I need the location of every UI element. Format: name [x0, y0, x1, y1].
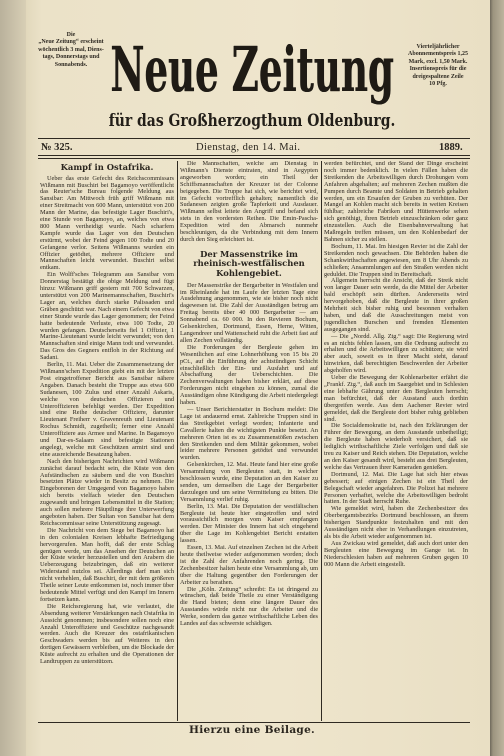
note-line: Sonnabends. [54, 61, 88, 68]
article-paragraph: Berlin, 11. Mai. Ueber die Zusammensetzung der Wißmann'schen Expedition giebt ein mit der letzten Post eingetroffener Bericht aus Sansibar nähere Angaben. Danach besteht die Truppe aus etwa 600 Sudanesen, 100 Zulus und einer Anzahl Askaris, welche von deutschen Offizieren und Unteroffizieren befehligt werden. Der Expedition sind eine Reihe deutscher Offiziere, darunter Lieutenant Freiherr v. Gravenreuth und Lieutenant Rochus Schmidt, zugetheilt; ferner eine Anzahl Unteroffiziere aus Armee und Marine. In Bagamoyo und Dar-es-Salaam sind befestigte Stationen angelegt, welche mit Geschützen armirt sind und eine ausreichende Besatzung haben. [40, 361, 174, 458]
note-line: „Neue Zeitung“ erscheint [38, 39, 104, 46]
column-rule [321, 161, 322, 721]
column-rule [177, 161, 178, 721]
dateline-rule [38, 155, 470, 156]
article-paragraph: Die Nachricht von dem Siege bei Bagamoyo hat in den colonialen Kreisen lebhafte Befriedigung hervorgerufen. Man hofft, daß der erste Schlag genügen werde, um das Ansehen der Deutschen an der Küste wieder herzustellen und den Arabern die Ueberzeugung beizubringen, daß ein weiterer Widerstand nutzlos sei. Allerdings darf man sich nicht verhehlen, daß Buschiri, der mit dem größeren Theile seiner Leute entkommen ist, noch immer über bedeutende Mittel verfügt und den Kampf im Innern fortsetzen kann. [40, 526, 174, 603]
article-paragraph: Ueber das erste Gefecht des Reichscommissars Wißmann mit Buschiri bei Bagamoyo veröffentlicht das Reuter'sche Bureau folgende Meldung aus Sansibar: Am Mittwoch früh griff Wißmann mit einer Streitmacht von 600 Mann, unterstützt von 200 Mann der Marine, das befestigte Lager Buschiri's, eine Stunde von Bagamoyo, an, welches von etwa 800 Mann vertheidigt wurde. Nach scharfem Kampfe wurde das Lager von den Deutschen erstürmt, wobei der Feind gegen 100 Todte und 20 Gefangene verlor. Seitens Wißmanns wurden ein Offizier getödtet, mehrere Offiziere und Mannschaften leicht verwundet. Buschiri selbst entkam. [40, 174, 174, 272]
masthead-rule [38, 138, 470, 139]
article-paragraph: Die „Köln. Zeitung“ schreibt: Es ist dringend zu wünschen, daß beide Theile zu einer Verständigung die Hand bieten; denn eine längere Dauer des Ausstandes würde nicht nur die Arbeiter und die Werke, sondern das ganze wirthschaftliche Leben des Landes auf das schwerste schädigen. [180, 585, 318, 628]
note-line: Insertionspreis für die [409, 66, 467, 73]
note-line: Abonnementspreis 1,25 [408, 51, 468, 58]
article-paragraph: Die Mannschaften, welche am Dienstag in Wißmann's Dienste eintraten, sind in Aegypten angeworben worden; ein Theil der Schiffsmannschaften der Kreuzer ist der Colonne beigegeben. Die Truppe hat sich, wie berichtet wird, im Gefecht vortrefflich gehalten; namentlich die Sudanesen zeigten große Tapferkeit und Ausdauer. Wißmann selbst leitete den Angriff und befand sich stets in den vordersten Reihen. Die Emin-Pascha-Expedition wird den Abmarsch nunmehr beschleunigen, da die Verbindung mit dem Innern durch den Sieg erleichtert ist. [180, 161, 318, 243]
article-paragraph: — Die „Nordd. Allg. Ztg.“ sagt: Die Regierung wird es an nichts fehlen lassen, um die Ordnung aufrecht zu erhalten und die Arbeitswilligen zu schützen; sie wird aber auch, soweit es in ihrer Macht steht, darauf hinwirken, daß berechtigten Beschwerden der Arbeiter abgeholfen wird. [324, 332, 468, 375]
article-paragraph: Bochum, 11. Mai. Im hiesigen Revier ist die Zahl der Streikenden noch gewachsen. Die Behörden haben die Schankwirthschaften angewiesen, um 8 Uhr Abends zu schließen; Ansammlungen auf den Straßen werden nicht geduldet. Die Truppen sind in Bereitschaft. [324, 242, 468, 278]
column-1 [40, 161, 174, 721]
dateline-rule [38, 158, 470, 159]
scan-right-edge [490, 0, 504, 756]
note-line: Vierteljährlicher [416, 44, 460, 50]
subscription-price-note [402, 44, 474, 88]
note-line: tags, Donnerstags und [42, 54, 100, 61]
supplement-notice: Hierzu eine Beilage. [188, 724, 316, 736]
article-paragraph: Wie gemeldet wird, haben die Zechenbesitzer des Oberbergamtsbezirks Dortmund beschlossen, an ihrem bisherigen Standpunkte festzuhalten und mit den Ausständigen nicht eher in Verhandlungen einzutreten, als bis die Arbeit wieder aufgenommen ist. [324, 505, 468, 540]
note-line: dreigespaltene Zeile [412, 73, 464, 80]
article-paragraph: Aus Zwickau wird gemeldet, daß auch dort unter den Bergleuten eine Bewegung im Gange ist. In Niederschlesien haben auf mehreren Gruben gegen 10 000 Mann die Arbeit eingestellt. [324, 539, 468, 568]
note-line: Die [66, 32, 76, 38]
column-2 [180, 161, 318, 721]
footer-rule [38, 722, 470, 723]
article-paragraph: Die Forderungen der Bergleute gehen im Wesentlichen auf eine Lohnerhöhung von 15 bis 20 pCt., auf die Einführung der achtstündigen Schicht einschließlich der Ein- und Ausfahrt und auf Abschaffung der Ueberschichten. Die Zechenverwaltungen haben bisher erklärt, auf diese Forderungen nicht eingehen zu können, zumal die Ausständigen ohne Kündigung die Arbeit niedergelegt haben. [180, 343, 318, 407]
article-paragraph: Ueber die Bewegung der Kohlenarbeiter erfährt die „Frankf. Ztg.“, daß auch im Saargebiet und in Schlesien eine lebhafte Gährung unter den Bergleuten herrscht; man befürchtet, daß der Ausstand auch dorthin übergreifen werde. Aus dem Aachener Revier wird gemeldet, daß die Bergleute dort bisher ruhig geblieben sind. [324, 374, 468, 423]
article-paragraph: Der Massenstrike der Bergarbeiter in Westfalen und im Rheinlande hat im Laufe der letzten Tage eine Ausdehnung angenommen, wie sie bisher noch nicht dagewesen ist. Die Zahl der Ausständigen betrug am Freitag bereits über 40 000 Bergarbeiter — am Sonnabend ca. 60 000. In den Revieren Bochum, Gelsenkirchen, Dortmund, Essen, Herne, Witten, Langendreer und Wattenscheid ruht die Arbeit fast auf allen Zechen vollständig. [180, 281, 318, 344]
article-paragraph: Essen, 13. Mai. Auf einzelnen Zechen ist die Arbeit heute theilweise wieder aufgenommen worden; doch ist die Zahl der Anfahrenden noch gering. Die Zechenbesitzer halten heute eine Versammlung ab, um über die Haltung gegenüber den Forderungen der Arbeiter zu berathen. [180, 544, 318, 586]
article-heading: Der Massenstrike im rheinisch-westfälischen Kohlengebiet. [193, 248, 305, 279]
article-paragraph: Allgemein herrscht die Ansicht, daß der Streik nicht von langer Dauer sein werde, da die Mittel der Arbeiter bald erschöpft sein dürften. Andererseits wird hervorgehoben, daß die Bergleute in ihrer großen Mehrheit sich bisher ruhig und besonnen verhalten haben, und daß die Ausschreitungen meist von jugendlichen Burschen und fremden Elementen ausgegangen sind. [324, 277, 468, 333]
article-paragraph: Ein Wolff'sches Telegramm aus Sansibar vom Donnerstag bestätigt die obige Meldung und fügt hinzu: Wißmann griff gestern mit 700 Schwarzen, unterstützt von 200 Marinemannschaften, Buschiri's Lager an, welches durch starke Palissaden und Gräben geschützt war. Nach einem Gefecht von etwa einer Stunde wurde das Lager genommen; der Feind hatte bedeutende Verluste, etwa 100 Todte, 20 wurden gefangen. Deutscherseits fiel 1 Offizier, 1 Marine-Lieutenant wurde leicht verwundet; von den Mannschaften sind einige Mann todt und verwundet. Das Gros des Gegners entfloh in der Richtung auf Sadani. [40, 271, 174, 362]
newspaper-title: Neue Zeitung [110, 33, 394, 106]
issue-number: № 325. [41, 142, 73, 153]
article-paragraph: Berlin, 13. Mai. Die Deputation der westfälischen Bergleute ist heute hier eingetroffen und wird voraussichtlich morgen vom Kaiser empfangen werden. Der Minister des Innern hat sich eingehend über die Lage im Kohlengebiet Bericht erstatten lassen. [180, 502, 318, 545]
column-3 [324, 161, 468, 721]
issue-year: 1889. [439, 142, 463, 153]
article-paragraph: Dortmund, 12. Mai. Die Lage hat sich hier etwas gebessert; auf einigen Zechen ist ein Theil der Belegschaft wieder angefahren. Die Polizei hat mehrere Personen verhaftet, welche die Arbeitswilligen bedroht hatten. In der Stadt herrscht Ruhe. [324, 470, 468, 506]
article-paragraph: werden befürchtet, und der Stand der Dinge erscheint noch immer bedenklich. In vielen Fällen haben die Streikenden die Arbeitswilligen durch Drohungen vom Anfahren abgehalten; auf mehreren Zechen mußten die Pumpen durch Beamte und Soldaten in Betrieb gehalten werden, um ein Ersaufen der Gruben zu verhüten. Der Mangel an Kohlen macht sich bereits in weiten Kreisen fühlbar; zahlreiche Fabriken und Hüttenwerke sehen sich genöthigt, ihren Betrieb einzuschränken oder ganz einzustellen. Auch die Eisenbahnverwaltung hat Maßregeln treffen müssen, um den Kohlenbedarf der Bahnen sicher zu stellen. [324, 161, 468, 243]
article-heading: Kampf in Ostafrika. [60, 162, 154, 172]
article-paragraph: Gelsenkirchen, 12. Mai. Heute fand hier eine große Versammlung von Bergleuten statt, in welcher beschlossen wurde, eine Deputation an den Kaiser zu senden, um demselben die Lage der Bergarbeiter darzulegen und um seine Vermittelung zu bitten. Die Versammlung verlief ruhig. [180, 461, 318, 503]
note-line: Mark, excl. 1,50 Mark. [408, 58, 468, 65]
publication-schedule-note [36, 32, 106, 69]
newspaper-subtitle: für das Großherzogthum Oldenburg. [108, 111, 396, 131]
issue-date: Dienstag, den 14. Mai. [196, 142, 301, 153]
article-paragraph: — Unser Berichterstatter in Bochum meldet: Die Lage ist andauernd ernst. Zahlreiche Truppen sind in das Streikgebiet verlegt worden; Infanterie und Cavallerie halten die wichtigsten Punkte besetzt. An mehreren Orten ist es zu Zusammenstößen zwischen den Streikenden und dem Militär gekommen, wobei leider mehrere Personen getödtet und verwundet wurden. [180, 405, 318, 462]
scan-left-margin [0, 0, 26, 756]
note-line: wöchentlich 3 mal, Diens- [38, 46, 104, 53]
article-paragraph: Die Reichsregierung hat, wie verlautet, die Absendung weiterer Verstärkungen nach Ostafrika in Aussicht genommen; insbesondere sollen noch eine Anzahl Unteroffiziere und Geschütze nachgesandt werden. Auch die Kreuzer des ostafrikanischen Geschwaders werden bis auf Weiteres in den dortigen Gewässern verbleiben, um die Blockade der Küste aufrecht zu erhalten und die Operationen der Landtruppen zu unterstützen. [40, 602, 174, 666]
article-paragraph: Die Socialdemokratie ist, nach den Erklärungen der Führer der Bewegung, an dem Ausstande unbetheiligt; die Bergleute haben wiederholt versichert, daß sie lediglich wirthschaftliche Ziele verfolgen und daß sie treu zu Kaiser und Reich stehen. Die Deputation, welche an den Kaiser gesandt wird, besteht aus drei Bergleuten, welche das Vertrauen ihrer Kameraden genießen. [324, 422, 468, 471]
note-line: 10 Pfg. [429, 81, 447, 88]
article-paragraph: Nach den bisherigen Nachrichten wird Wißmann zunächst darauf bedacht sein, die Küste von den Aufständischen zu säubern und die von Buschiri besetzten Plätze wieder in Besitz zu nehmen. Die Eingeborenen der Umgegend von Bagamoyo haben sich bereits vielfach wieder den Deutschen zugewandt und bringen Lebensmittel in die Station; auch sollen mehrere Häuptlinge ihre Unterwerfung angeboten haben. Der Sultan von Sansibar hat dem Reichscommissar seine Unterstützung zugesagt. [40, 457, 174, 527]
